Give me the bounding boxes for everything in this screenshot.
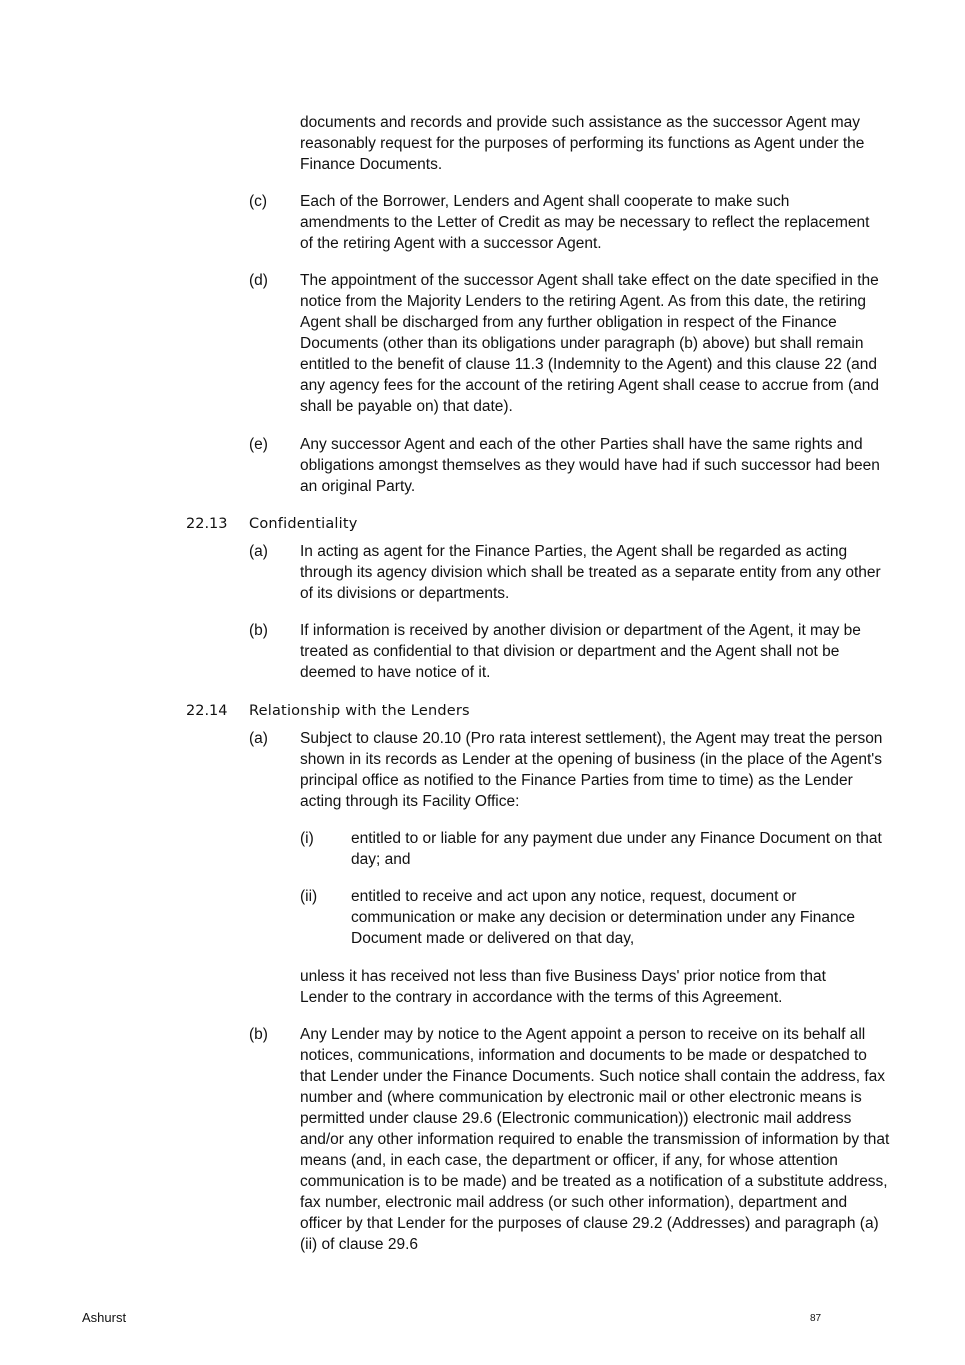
section-number: 22.14 xyxy=(186,703,228,719)
item-label: (a) xyxy=(249,543,268,560)
page-number: 87 xyxy=(810,1313,822,1324)
item-text: Any successor Agent and each of the other Parties shall have the same rights and obligations amongst themselves as they would have had if such successor had been an original Party. xyxy=(300,436,880,495)
footer-firm-name: Ashurst xyxy=(82,1310,127,1325)
item-text: Any Lender may by notice to the Agent appoint a person to receive on its behalf all notices, communications, information and documents to be made or despatched to that Lender under the Finance Documents. Such notice shall contain the address, fax number and (where communication by electronic mail or other electronic means is permitted under clause 29.6 (Electronic communication)) electronic mail address and/or any other information required to enable the transmission of information by that means (and, in each case, the department or officer, if any, for whose attention communication is to be made) and be treated as a notification of a substitute address, fax number, electronic mail address (or such other information), department and officer by that Lender for the purposes of clause 29.2 (Addresses) and paragraph (a)(ii) of clause 29.6 xyxy=(300,1026,890,1253)
item-trailer: unless it has received not less than five Business Days' prior notice from that Lender to the contrary in accordance with the terms of this Agreement. xyxy=(300,968,826,1006)
subitem-text: entitled to receive and act upon any notice, request, document or communication or make any decision or determination under any Finance Document made or delivered on that day, xyxy=(351,888,856,947)
intro-paragraph: documents and records and provide such assistance as the successor Agent may reasonably request for the purposes of performing its functions as Agent under the Finance Documents. xyxy=(300,114,865,173)
item-text: If information is received by another division or department of the Agent, it may be treated as confidential to that division or department and the Agent shall not be deemed to have notice of it. xyxy=(300,622,861,681)
section-number: 22.13 xyxy=(186,516,228,532)
item-label: (a) xyxy=(249,730,268,747)
item-text: Each of the Borrower, Lenders and Agent shall cooperate to make such amendments to the Letter of Credit as may be necessary to reflect the replacement of the retiring Agent with a successor Agent. xyxy=(300,193,870,252)
item-label: (c) xyxy=(249,193,268,210)
subitem-label: (ii) xyxy=(300,888,318,905)
item-text: Subject to clause 20.10 (Pro rata interest settlement), the Agent may treat the person shown in its records as Lender at the opening of business (in the place of the Agent's principal office as notified to the Finance Parties from time to time) as the Lender acting through its Facility Office: xyxy=(300,730,883,810)
item-text: The appointment of the successor Agent shall take effect on the date specified in the notice from the Majority Lenders to the retiring Agent. As from this date, the retiring Agent shall be discharged from any further obligation in respect of the Finance Documents (other than its obligations under paragraph (b) above) but shall remain entitled to the benefit of clause 11.3 (Indemnity to the Agent) and this clause 22 (and any agency fees for the account of the retiring Agent shall cease to accrue from (and shall be payable on) that date). xyxy=(300,272,880,415)
subitem-text: entitled to or liable for any payment due under any Finance Document on that day; and xyxy=(351,830,882,868)
section-title: Relationship with the Lenders xyxy=(249,703,470,719)
item-label: (b) xyxy=(249,1026,268,1043)
item-label: (e) xyxy=(249,436,268,453)
item-text: In acting as agent for the Finance Parties, the Agent shall be regarded as acting through its agency division which shall be treated as a separate entity from any other of its divisions or departments. xyxy=(300,543,881,602)
section-title: Confidentiality xyxy=(249,516,358,532)
item-label: (b) xyxy=(249,622,268,639)
subitem-label: (i) xyxy=(300,830,314,847)
item-label: (d) xyxy=(249,272,268,289)
